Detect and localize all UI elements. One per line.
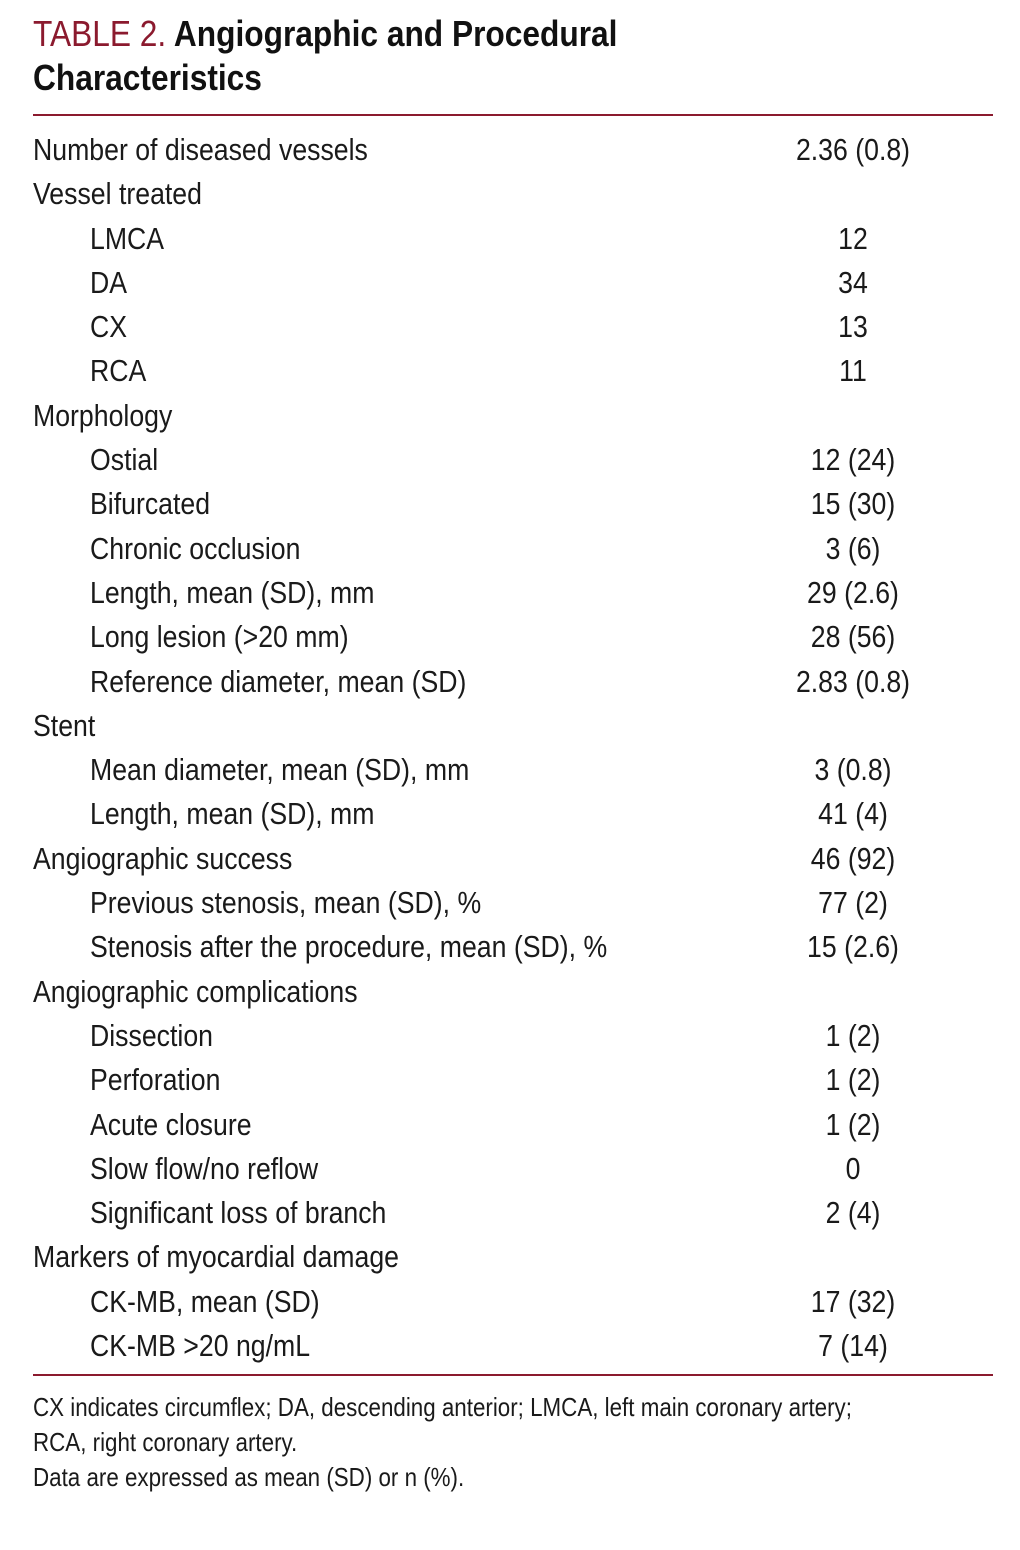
row-label: Ostial (90, 442, 159, 478)
row-label: Chronic occlusion (90, 530, 301, 566)
row-label: Morphology (33, 397, 173, 433)
row-value: 12 (24) (810, 442, 896, 478)
table-row (33, 394, 993, 438)
row-label: Length, mean (SD), mm (90, 574, 375, 610)
table-subrow (33, 660, 993, 704)
table-subrow (33, 1191, 993, 1235)
table-subrow (33, 792, 993, 836)
table-label: TABLE 2. (33, 13, 167, 54)
footnote-line: RCA, right coronary artery. (33, 1427, 298, 1458)
table-title-line2: Characteristics (33, 57, 262, 98)
row-label: Angiographic success (33, 840, 293, 876)
table-subrow (33, 438, 993, 482)
row-value: 0 (845, 1150, 861, 1186)
row-label: Length, mean (SD), mm (90, 796, 375, 832)
row-value: 34 (838, 264, 868, 300)
row-label: LMCA (90, 220, 165, 256)
row-label: Mean diameter, mean (SD), mm (90, 752, 470, 788)
table-subrow (33, 1058, 993, 1102)
row-label: Dissection (90, 1017, 213, 1053)
row-label: Stenosis after the procedure, mean (SD), % (90, 929, 608, 965)
table-title-line1: Angiographic and Procedural (173, 13, 618, 54)
row-label: Number of diseased vessels (33, 132, 368, 167)
footnote-line: CX indicates circumflex; DA, descending anterior; LMCA, left main coronary artery; (33, 1392, 852, 1423)
table-row (33, 172, 993, 216)
row-value: 2.36 (0.8) (795, 132, 911, 167)
row-value: 17 (32) (810, 1283, 896, 1319)
row-value: 2 (4) (825, 1195, 881, 1231)
table-subrow (33, 571, 993, 615)
row-value: 7 (14) (818, 1328, 888, 1364)
row-value: 3 (6) (825, 530, 881, 566)
table-subrow (33, 261, 993, 305)
table-row (33, 837, 993, 881)
table-subrow (33, 217, 993, 261)
row-value: 13 (838, 309, 868, 345)
row-label: DA (90, 264, 128, 300)
footnote-line: Data are expressed as mean (SD) or n (%). (33, 1462, 465, 1493)
row-label: RCA (90, 353, 147, 389)
table-subrow (33, 1103, 993, 1147)
table-subrow (33, 615, 993, 659)
table-subrow (33, 482, 993, 526)
table-subrow (33, 925, 993, 969)
row-value: 77 (2) (818, 885, 888, 921)
table-subrow (33, 1324, 993, 1368)
row-value: 15 (30) (810, 486, 896, 522)
row-label: CK-MB, mean (SD) (90, 1283, 320, 1319)
table-subrow (33, 1014, 993, 1058)
row-label: CX (90, 309, 128, 345)
table-row (33, 970, 993, 1014)
row-value: 41 (4) (818, 796, 888, 832)
row-value: 28 (56) (810, 619, 896, 655)
table-subrow (33, 748, 993, 792)
top-divider (33, 114, 993, 116)
row-label: Acute closure (90, 1106, 252, 1142)
table-footnotes (33, 1390, 993, 1495)
table-page (33, 12, 993, 1495)
table-subrow (33, 349, 993, 393)
table-subrow (33, 881, 993, 925)
row-label: Vessel treated (33, 176, 202, 212)
table-subrow (33, 1280, 993, 1324)
row-value: 1 (2) (825, 1062, 881, 1098)
row-value: 11 (839, 353, 867, 389)
row-label: Previous stenosis, mean (SD), % (90, 885, 482, 921)
row-label: Significant loss of branch (90, 1195, 387, 1231)
table-title (33, 12, 992, 100)
row-value: 3 (0.8) (814, 752, 892, 788)
row-value: 1 (2) (825, 1017, 881, 1053)
row-label: Angiographic complications (33, 973, 358, 1009)
table-body (33, 128, 993, 1368)
row-value: 2.83 (0.8) (795, 663, 911, 699)
row-value: 12 (838, 220, 868, 256)
table-subrow (33, 1147, 993, 1191)
row-label: Stent (33, 707, 96, 743)
table-row (33, 128, 993, 172)
bottom-divider (33, 1374, 993, 1376)
row-value: 46 (92) (810, 840, 896, 876)
row-value: 1 (2) (825, 1106, 881, 1142)
row-label: Perforation (90, 1062, 221, 1098)
row-label: Slow flow/no reflow (90, 1150, 319, 1186)
table-subrow (33, 527, 993, 571)
table-row (33, 704, 993, 748)
row-label: Bifurcated (90, 486, 211, 522)
row-value: 29 (2.6) (807, 574, 899, 610)
table-subrow (33, 305, 993, 349)
row-label: Reference diameter, mean (SD) (90, 663, 467, 699)
row-label: Markers of myocardial damage (33, 1239, 399, 1275)
row-label: Long lesion (>20 mm) (90, 619, 349, 655)
row-label: CK-MB >20 ng/mL (90, 1328, 311, 1364)
row-value: 15 (2.6) (807, 929, 899, 965)
table-row (33, 1235, 993, 1279)
